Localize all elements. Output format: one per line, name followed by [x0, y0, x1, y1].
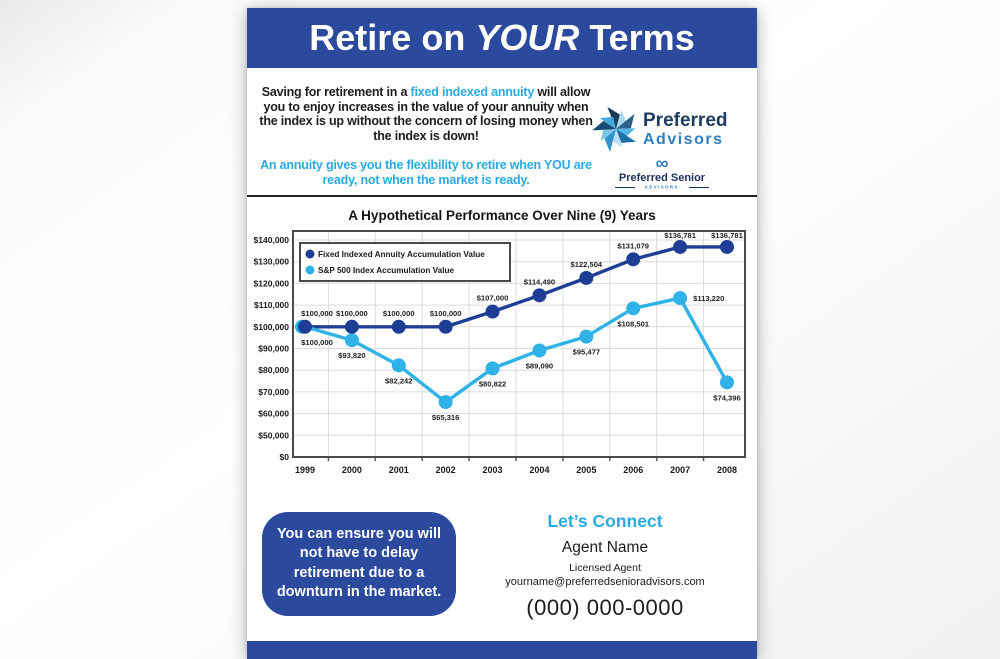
data-point: [673, 240, 687, 254]
contact-block: [459, 511, 751, 621]
point-label: $100,000: [301, 308, 333, 318]
x-tick-label: 2007: [670, 465, 691, 475]
point-label: $100,000: [336, 308, 368, 318]
data-point: [720, 240, 734, 254]
data-point: [298, 320, 312, 334]
brand-name-line1: Preferred: [643, 109, 728, 131]
point-label: $80,822: [478, 379, 507, 389]
divider: [247, 195, 757, 197]
data-point: [579, 330, 593, 344]
intro-paragraph: Saving for retirement in a fixed indexed annuity will allow you to enjoy increases in the value of your annuity when the index is up without the concern of losing money when the index is down!: [259, 85, 593, 143]
infinity-icon: ∞: [655, 153, 669, 173]
point-label: $136,781: [711, 231, 743, 240]
x-tick-label: 2003: [482, 465, 503, 475]
point-label: $100,000: [301, 337, 333, 347]
agent-title: Licensed Agent: [569, 562, 641, 574]
sub-brand-caption-row: [587, 185, 737, 191]
y-tick-label: $60,000: [258, 408, 289, 419]
brand-name-line2: Advisors: [643, 130, 724, 148]
brand-logo-top: [591, 101, 751, 157]
x-tick-label: 2004: [529, 465, 550, 475]
point-label: $113,220: [693, 294, 725, 304]
flyer: [247, 8, 757, 659]
callout-box: You can ensure you will not have to delay retirement due to a downturn in the market.: [262, 512, 456, 616]
x-tick-label: 2006: [623, 465, 644, 475]
legend-dot: [306, 250, 315, 259]
data-point: [439, 395, 453, 409]
y-tick-label: $120,000: [253, 278, 289, 289]
brand-logo: [591, 101, 751, 191]
point-label: $100,000: [382, 308, 415, 318]
point-label: $93,820: [338, 351, 366, 361]
tagline: An annuity gives you the flexibility to retire when YOU are ready, not when the market is ready.: [260, 158, 592, 187]
legend-label: Fixed Indexed Annuity Accumulation Value: [318, 250, 485, 259]
x-tick-label: 2005: [576, 465, 597, 475]
x-tick-label: 2001: [388, 465, 409, 475]
data-point: [532, 343, 546, 357]
legend-box: [300, 243, 510, 281]
point-label: $82,242: [385, 376, 413, 386]
point-label: $122,504: [570, 259, 603, 269]
data-point: [532, 288, 546, 302]
sub-brand-name: Preferred Senior: [618, 171, 706, 184]
chart-title: A Hypothetical Performance Over Nine (9) Years: [348, 208, 656, 223]
data-point: [720, 375, 734, 389]
data-point: [626, 252, 640, 266]
point-label: $108,501: [617, 319, 650, 329]
point-label: $89,090: [525, 361, 554, 371]
data-point: [579, 271, 593, 285]
caption-rule-right: [689, 187, 709, 188]
title-emphasis: YOUR: [475, 17, 580, 58]
caption-rule-left: [615, 187, 635, 188]
data-point: [392, 358, 406, 372]
y-tick-label: $70,000: [258, 386, 289, 397]
data-point: [626, 301, 640, 315]
sub-brand: [587, 153, 737, 191]
banner: [247, 8, 757, 68]
data-point: [345, 320, 359, 334]
agent-email: yourname@preferredsenioradvisors.com: [505, 576, 705, 588]
bottom-bar: [247, 641, 757, 659]
y-tick-label: $90,000: [258, 343, 289, 354]
y-tick-label: $130,000: [253, 256, 289, 267]
brand-name: [643, 111, 728, 148]
point-label: $114,490: [523, 277, 556, 287]
legend-label: S&P 500 Index Accumulation Value: [318, 266, 455, 275]
x-tick-label: 2000: [341, 465, 362, 475]
point-label: $65,316: [431, 413, 460, 423]
agent-name: Agent Name: [561, 539, 649, 556]
point-label: $107,000: [476, 293, 509, 303]
data-point: [486, 361, 500, 375]
y-tick-label: $140,000: [253, 235, 289, 245]
point-label: $74,396: [713, 393, 741, 403]
point-label: $95,477: [572, 347, 601, 357]
pinwheel-logo-icon: [591, 101, 641, 157]
y-tick-label: $110,000: [254, 300, 289, 311]
data-point: [392, 320, 406, 334]
point-label: $131,079: [617, 241, 650, 251]
data-point: [345, 333, 359, 347]
y-tick-label: $0: [279, 452, 289, 462]
data-point: [673, 291, 687, 305]
connect-heading: Let’s Connect: [547, 511, 663, 531]
sub-brand-caption: ADVISORS: [644, 185, 680, 190]
y-tick-label: $50,000: [258, 430, 289, 441]
point-label: $100,000: [429, 308, 462, 318]
performance-chart: [247, 222, 757, 480]
x-tick-label: 2002: [435, 465, 456, 475]
page-title: Retire on YOUR Terms: [309, 17, 695, 58]
y-tick-label: $80,000: [258, 365, 289, 376]
y-tick-label: $100,000: [253, 321, 289, 332]
x-tick-label: 2008: [716, 465, 738, 475]
x-tick-label: 1999: [294, 465, 316, 475]
data-point: [486, 305, 500, 319]
data-point: [439, 320, 453, 334]
agent-phone: (000) 000-0000: [526, 595, 684, 620]
legend-dot: [306, 266, 315, 275]
point-label: $136,781: [664, 231, 696, 240]
